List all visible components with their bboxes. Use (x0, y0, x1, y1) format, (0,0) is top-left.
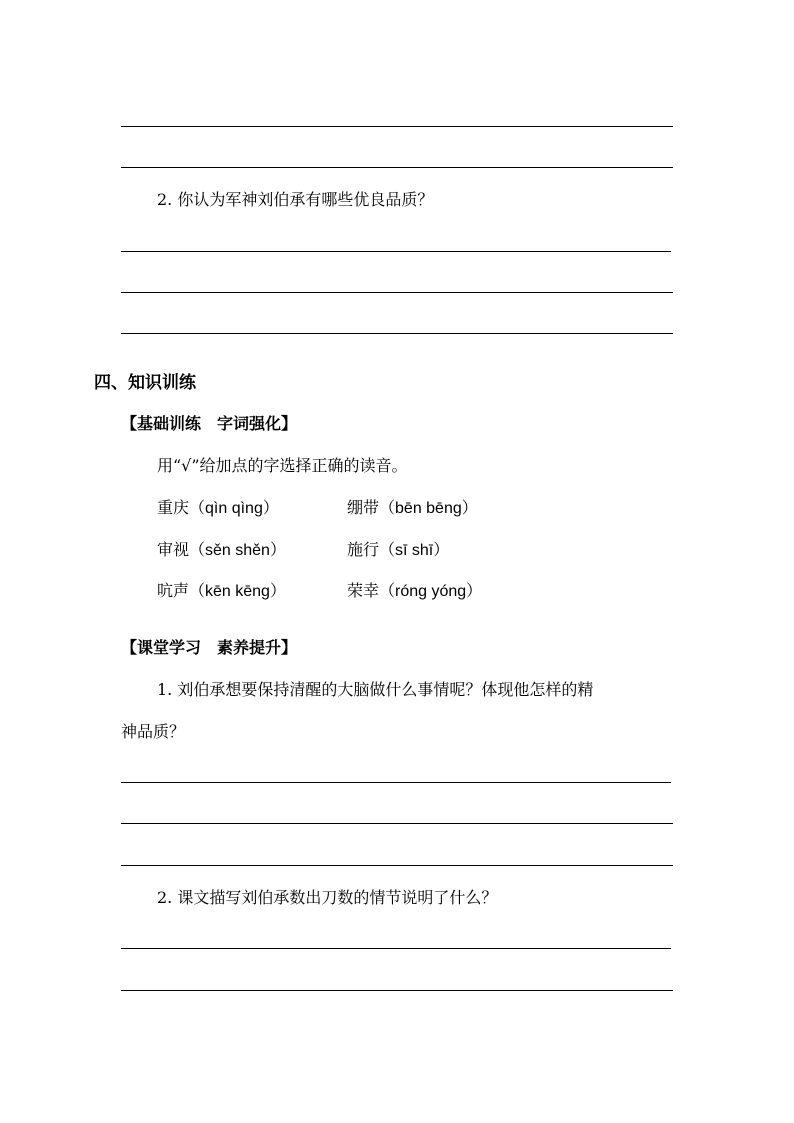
pinyin-item (157, 498, 279, 519)
subsection-heading: 【基础训练 字词强化】 (121, 414, 298, 433)
answer-line[interactable] (121, 167, 673, 168)
pinyin-item (347, 540, 449, 561)
pinyin-options[interactable]: （sěn shěn） (189, 542, 286, 559)
subsection-heading: 【课堂学习 素养提升】 (121, 638, 298, 657)
answer-line[interactable] (121, 823, 673, 824)
answer-line[interactable] (121, 292, 673, 293)
answer-line[interactable] (121, 782, 671, 783)
section-heading: 四、知识训练 (94, 373, 196, 393)
word: 绷带 (347, 498, 380, 517)
pinyin-item (157, 540, 286, 561)
pinyin-options[interactable]: （róng yóng） (379, 583, 483, 600)
word: 重庆 (157, 498, 190, 517)
pinyin-item (157, 581, 286, 602)
pinyin-options[interactable]: （bēn bēng） (379, 500, 478, 517)
pinyin-options[interactable]: （kēn kēng） (189, 583, 286, 600)
word: 审视 (157, 540, 190, 559)
word: 荣幸 (347, 581, 380, 600)
pinyin-options[interactable]: （sī shī） (379, 542, 450, 559)
answer-line[interactable] (121, 865, 673, 866)
answer-line[interactable] (121, 126, 673, 127)
pinyin-item (347, 581, 482, 602)
answer-line[interactable] (121, 333, 673, 334)
word: 吭声 (157, 581, 190, 600)
answer-line[interactable] (121, 990, 673, 991)
pinyin-options[interactable]: （qìn qìng） (189, 500, 279, 517)
question-text-continued: 神品质？ (121, 722, 186, 741)
instruction-text: 用“√”给加点的字选择正确的读音。 (157, 456, 408, 475)
answer-line[interactable] (121, 251, 671, 252)
pinyin-item (347, 498, 478, 519)
question-text: 2. 课文描写刘伯承数出刀数的情节说明了什么？ (157, 888, 498, 907)
question-text: 2. 你认为军神刘伯承有哪些优良品质？ (157, 190, 434, 209)
answer-line[interactable] (121, 948, 671, 949)
question-text: 1. 刘伯承想要保持清醒的大脑做什么事情呢？体现他怎样的精 (157, 680, 594, 699)
word: 施行 (347, 540, 380, 559)
